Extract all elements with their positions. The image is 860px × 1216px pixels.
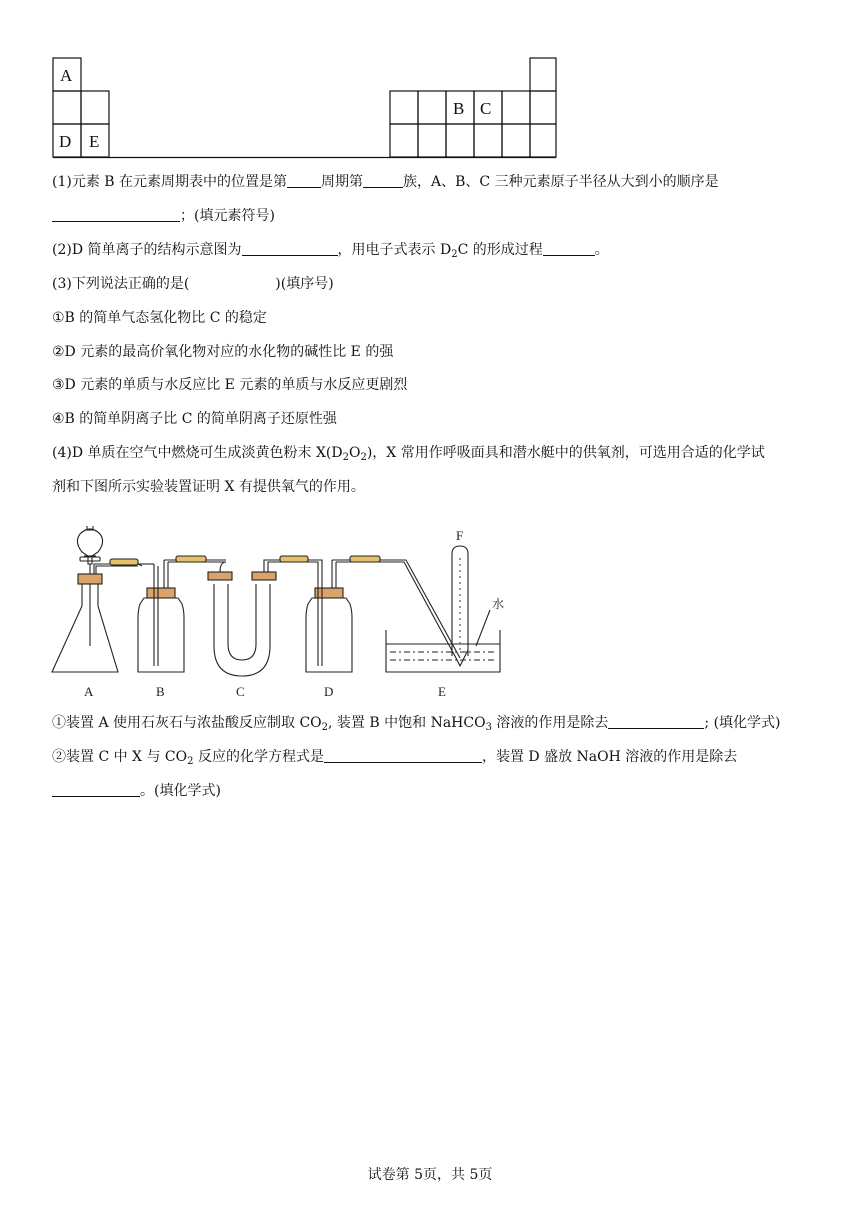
- bottle-b: [138, 598, 184, 672]
- cell-a: A: [60, 66, 73, 85]
- q4s1-text-a: ①装置 A 使用石灰石与浓盐酸反应制取 CO: [52, 715, 322, 731]
- label-d: D: [324, 684, 334, 699]
- q1-text-a: (1)元素 B 在元素周期表中的位置是第: [52, 174, 288, 190]
- question-4-line-2: 剂和下图所示实验装置证明 X 有提供氧气的作用。: [52, 479, 365, 495]
- q4s1-blank[interactable]: [608, 714, 704, 729]
- q3-text-a: (3)下列说法正确的是(: [52, 276, 190, 292]
- q4s2-text-a: ②装置 C 中 X 与 CO: [52, 749, 188, 765]
- q4s1-sub-2: 3: [485, 722, 492, 733]
- q3-option-4: ④B 的简单阴离子比 C 的简单阴离子还原性强: [52, 411, 337, 427]
- bottle-d: [306, 598, 352, 672]
- q4s2-text-b: 反应的化学方程式是: [193, 749, 324, 765]
- u-tube-c: [214, 584, 270, 676]
- q1-blank-group[interactable]: [363, 173, 403, 188]
- q2-text-d: 。: [594, 242, 609, 258]
- q4s2-sub: 2: [187, 756, 194, 767]
- label-a: A: [84, 684, 94, 699]
- q4-sub-question-1: [52, 713, 781, 733]
- page-footer: 试卷第 5页，共 5页: [367, 1167, 493, 1183]
- q1-blank-radius-order[interactable]: [52, 207, 180, 222]
- periodic-table-outline: [50, 56, 560, 162]
- question-3: [52, 274, 334, 294]
- q2-text-b: ，用电子式表示 D: [337, 242, 452, 258]
- q1-text-c: 族，A、B、C 三种元素原子半径从大到小的顺序是: [403, 174, 719, 190]
- funnel-bulb: [77, 529, 102, 564]
- q4-sub-question-2-line-2: [52, 781, 221, 801]
- q4s2-text-c: ，装置 D 盛放 NaOH 溶液的作用是除去: [481, 749, 738, 765]
- question-2: [52, 240, 609, 260]
- q2-blank-ion-diagram[interactable]: [242, 241, 338, 256]
- q1-blank-period[interactable]: [287, 173, 321, 188]
- q2-sub: 2: [451, 249, 458, 260]
- label-c: C: [236, 684, 245, 699]
- q1-text-b: 周期第: [321, 174, 364, 190]
- question-4-line-1: [52, 443, 765, 463]
- cell-c: C: [480, 99, 492, 118]
- q4-text-c: )，X 常用作呼吸面具和潜水艇中的供氧剂，可选用合适的化学试: [366, 445, 765, 461]
- water-trough-e: [386, 630, 500, 672]
- q3-option-2: ②D 元素的最高价氧化物对应的水化物的碱性比 E 的强: [52, 344, 394, 360]
- q3-option-1: ①B 的简单气态氢化物比 C 的稳定: [52, 310, 267, 326]
- flask-a: [52, 582, 118, 672]
- q4-text-a: (4)D 单质在空气中燃烧可生成淡黄色粉末 X(D: [52, 445, 343, 461]
- q3-text-b: )(填序号): [275, 276, 334, 292]
- q4s1-text-c: 溶液的作用是除去: [491, 715, 609, 731]
- question-1-line-2: [52, 206, 275, 226]
- q4s1-sub: 2: [321, 722, 329, 733]
- cell-d: D: [59, 132, 72, 151]
- experiment-apparatus-diagram: [50, 526, 510, 702]
- q2-text-c: C 的形成过程: [457, 242, 543, 258]
- label-water: 水: [492, 597, 505, 611]
- q4-sub-1: 2: [342, 452, 349, 463]
- q3-option-3: ③D 元素的单质与水反应比 E 元素的单质与水反应更剧烈: [52, 377, 408, 393]
- q4s2-text-d: 。(填化学式): [140, 783, 221, 799]
- q4-sub-question-2: [52, 747, 737, 767]
- label-e: E: [438, 684, 446, 699]
- label-f: F: [456, 528, 464, 543]
- q4s2-blank-equation[interactable]: [324, 748, 482, 763]
- q4s1-text-b: , 装置 B 中饱和 NaHCO: [328, 715, 486, 731]
- q4-sub-2: 2: [360, 452, 367, 463]
- cell-b: B: [453, 99, 465, 118]
- q4-text-b: O: [348, 445, 361, 461]
- q4s1-text-d: ; (填化学式): [704, 715, 781, 731]
- q2-blank-formation[interactable]: [543, 241, 595, 256]
- q4s2-blank-impurity[interactable]: [52, 782, 140, 797]
- q2-text-a: (2)D 简单离子的结构示意图为: [52, 242, 242, 258]
- q1-text-d: ；(填元素符号): [180, 208, 275, 224]
- label-b: B: [156, 684, 165, 699]
- question-1-line-1: [52, 172, 719, 192]
- cell-e: E: [89, 132, 100, 151]
